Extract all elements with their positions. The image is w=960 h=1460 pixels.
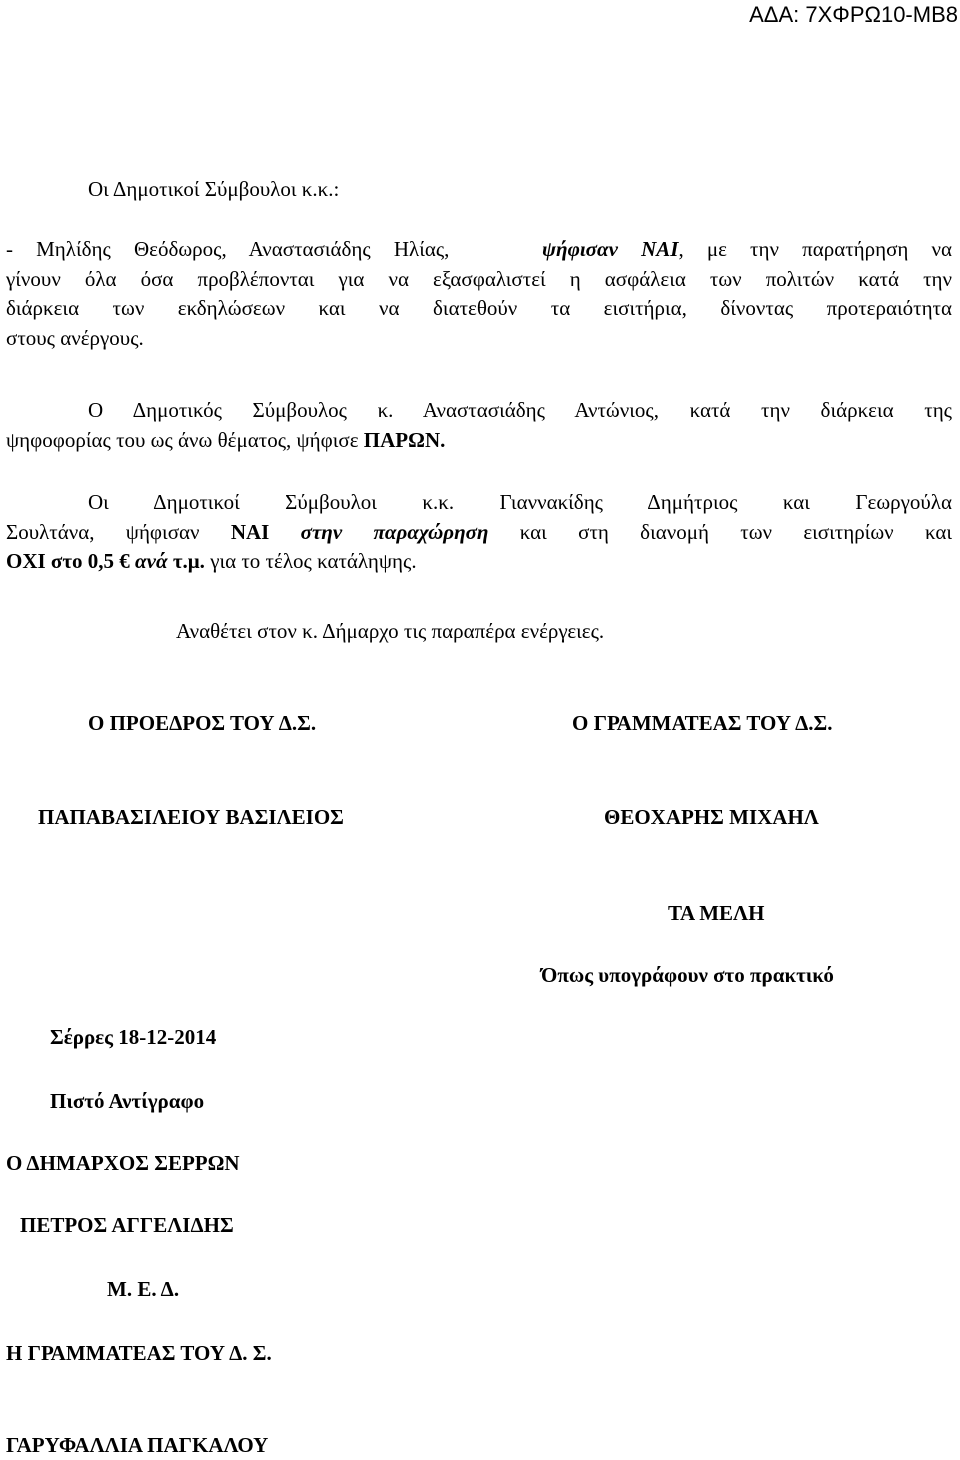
initials: Μ. Ε. Δ. (107, 1277, 180, 1301)
true-copy: Πιστό Αντίγραφο (50, 1089, 205, 1113)
paragraph-vote-2 (6, 396, 952, 455)
p2-line-2: ψηφοφορίας του ως άνω θέματος, ψήφισε ΠΑΡΩΝ. (6, 427, 446, 452)
p3-line-3: ΟΧΙ στο 0,5 € ανά τ.μ. για το τέλος κατάληψης. (6, 549, 417, 573)
president-title: Ο ΠΡΟΕΔΡΟΣ ΤΟΥ Δ.Σ. (88, 711, 317, 735)
mayor-name: ΠΕΤΡΟΣ ΑΓΓΕΛΙΔΗΣ (20, 1213, 234, 1237)
p2-line-1: Ο Δημοτικός Σύμβουλος κ. Αναστασιάδης Αντώνιος, κατά την διάρκεια της (88, 398, 952, 422)
secretary-title: Ο ΓΡΑΜΜΑΤΕΑΣ ΤΟΥ Δ.Σ. (572, 711, 833, 735)
paragraph-vote-1 (6, 235, 952, 353)
paragraph-vote-3 (6, 488, 952, 577)
president-name: ΠΑΠΑΒΑΣΙΛΕΙΟΥ ΒΑΣΙΛΕΙΟΣ (38, 805, 344, 829)
members-note: Όπως υπογράφουν στο πρακτικό (541, 963, 834, 987)
intro-line: Οι Δημοτικοί Σύμβουλοι κ.κ.: (88, 177, 340, 201)
p1-line-2: γίνουν όλα όσα προβλέπονται για να εξασφαλιστεί η ασφάλεια των πολιτών κατά την (6, 266, 952, 291)
assignment-line: Αναθέτει στον κ. Δήμαρχο τις παραπέρα ενέργειες. (176, 619, 605, 643)
clerk-name: ΓΑΡΥΦΑΛΛΙΑ ΠΑΓΚΑΛΟΥ (6, 1433, 269, 1457)
vote-yes-bold: ψήφισαν ΝΑΙ (542, 237, 679, 261)
secretary-name: ΘΕΟΧΑΡΗΣ ΜΙΧΑΗΛ (604, 805, 819, 829)
p1-line-4: στους ανέργους. (6, 325, 144, 350)
mayor-title: Ο ΔΗΜΑΡΧΟΣ ΣΕΡΡΩΝ (6, 1151, 240, 1175)
ada-code: ΑΔΑ: 7ΧΦΡΩ10-ΜΒ8 (749, 2, 958, 27)
p3-line-1: Οι Δημοτικοί Σύμβουλοι κ.κ. Γιαννακίδης Δημήτριος και Γεωργούλα (88, 490, 952, 514)
clerk-title: Η ΓΡΑΜΜΑΤΕΑΣ ΤΟΥ Δ. Σ. (6, 1341, 272, 1365)
p1-line-3: διάρκεια των εκδηλώσεων και να διατεθούν τα εισιτήρια, δίνοντας προτεραιότητα (6, 296, 952, 320)
p1-line-1: - Μηλίδης Θεόδωρος, Αναστασιάδης Ηλίας, ψήφισαν ΝΑΙ, με την παρατήρηση να (6, 237, 953, 261)
p3-line-2: Σουλτάνα, ψήφισαν ΝΑΙ στην παραχώρηση και στη διανομή των εισιτηρίων και (6, 519, 953, 544)
place-date: Σέρρες 18-12-2014 (50, 1025, 217, 1049)
members-heading: ΤΑ ΜΕΛΗ (668, 901, 765, 925)
vote-present-bold: ΠΑΡΩΝ. (363, 427, 446, 452)
